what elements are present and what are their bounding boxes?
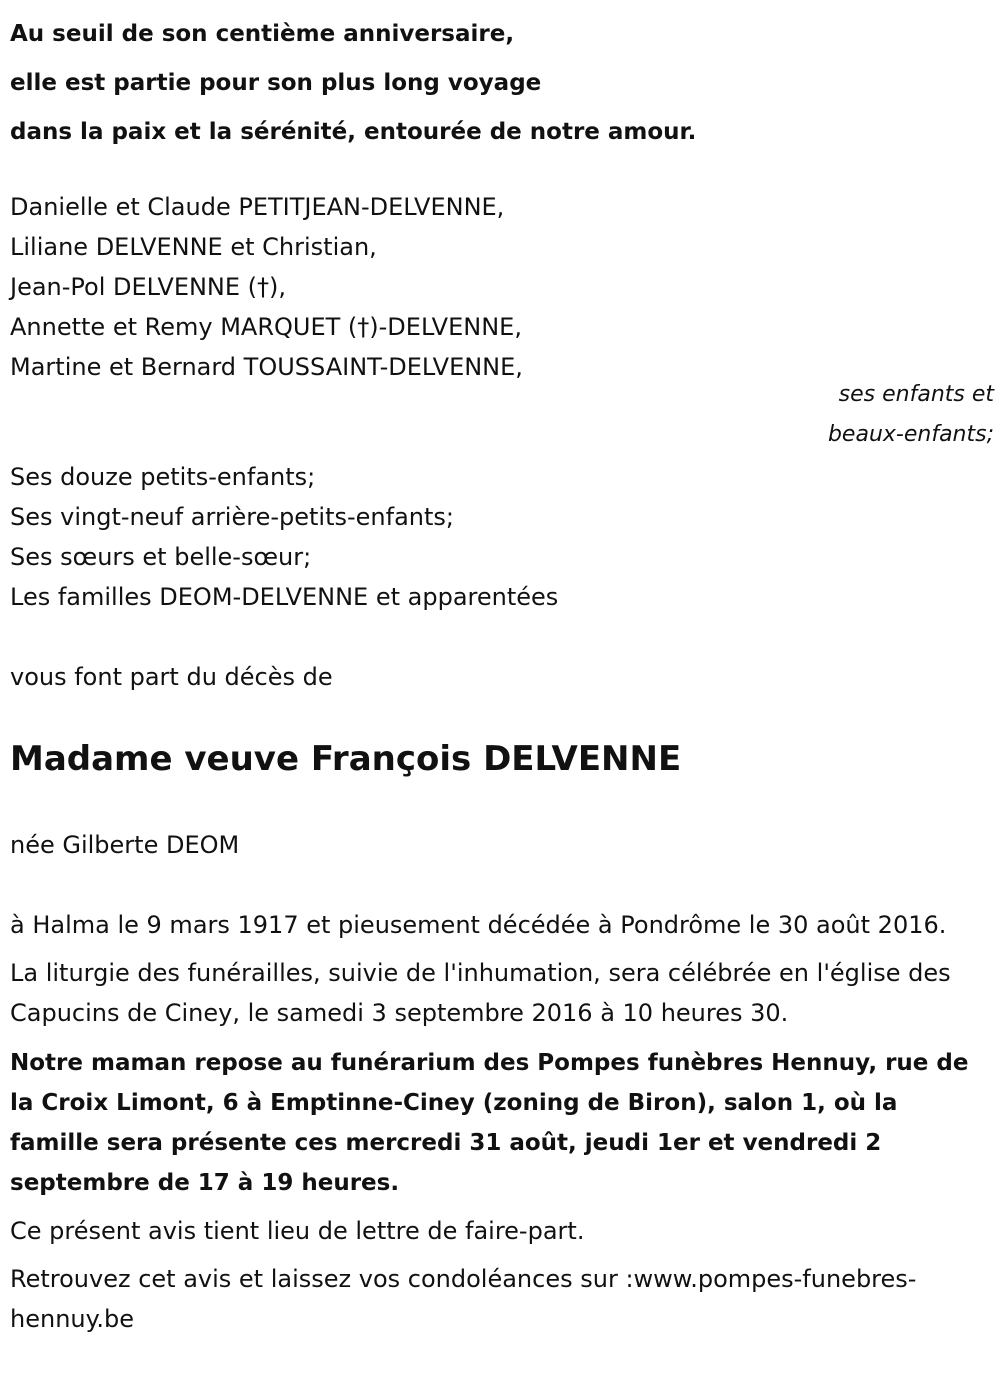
- funeral-info: La liturgie des funérailles, suivie de l'inhumation, sera célébrée en l'église des Capucins de Ciney, le samedi 3 septembre 2016 à 10 heures 30.: [10, 959, 951, 1027]
- intro-verse: [10, 0, 992, 157]
- announce-text: vous font part du décès de: [10, 663, 333, 691]
- child-3: Jean-Pol DELVENNE (†),: [10, 273, 287, 301]
- family-line-3: Ses sœurs et belle-sœur;: [10, 543, 312, 571]
- children-list: [10, 187, 992, 387]
- funerarium-info: Notre maman repose au funérarium des Pompes funèbres Hennuy, rue de la Croix Limont, 6 à Emptinne-Ciney (zoning de Biron), salon 1, où la famille sera présente ces mercredi 31 août, jeudi 1er et vendredi 2 septembre de 17 à 19 heures.: [10, 1050, 969, 1196]
- intro-line-2: elle est partie pour son plus long voyage: [10, 70, 542, 96]
- child-4: Annette et Remy MARQUET (†)-DELVENNE,: [10, 313, 522, 341]
- family-line-1: Ses douze petits-enfants;: [10, 463, 316, 491]
- family-line-2: Ses vingt-neuf arrière-petits-enfants;: [10, 503, 454, 531]
- notice-statement: Ce présent avis tient lieu de lettre de faire-part.: [10, 1217, 585, 1245]
- intro-line-1: Au seuil de son centième anniversaire,: [10, 21, 515, 47]
- child-5: Martine et Bernard TOUSSAINT-DELVENNE,: [10, 353, 523, 381]
- children-role: [10, 375, 994, 455]
- birth-death-info: à Halma le 9 mars 1917 et pieusement décédée à Pondrôme le 30 août 2016.: [10, 911, 947, 939]
- family-line-4: Les familles DEOM-DELVENNE et apparentées: [10, 583, 559, 611]
- maiden-name: née Gilberte DEOM: [10, 831, 240, 859]
- deceased-name: Madame veuve François DELVENNE: [10, 739, 682, 779]
- family-list: [10, 457, 992, 617]
- child-2: Liliane DELVENNE et Christian,: [10, 233, 377, 261]
- children-role-line-2: beaux-enfants;: [827, 422, 994, 447]
- child-1: Danielle et Claude PETITJEAN-DELVENNE,: [10, 193, 505, 221]
- intro-line-3: dans la paix et la sérénité, entourée de notre amour.: [10, 119, 697, 145]
- condolences-info: Retrouvez cet avis et laissez vos condoléances sur :www.pompes-funebres-hennuy.be: [10, 1265, 917, 1333]
- children-role-line-1: ses enfants et: [838, 382, 994, 407]
- obituary-notice: [10, 0, 992, 1339]
